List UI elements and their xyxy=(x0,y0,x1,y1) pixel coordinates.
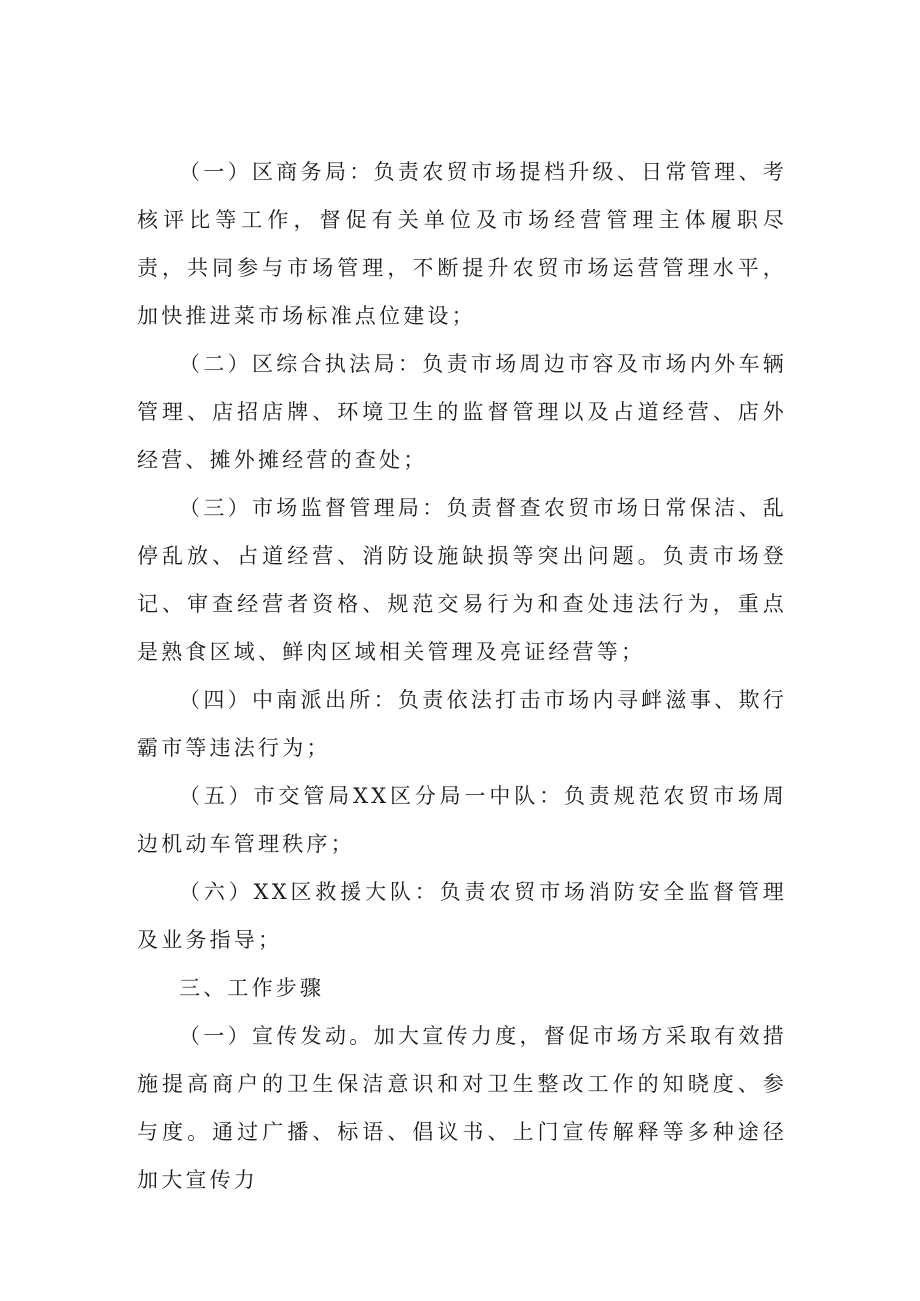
paragraph-commerce-bureau: （一）区商务局：负责农贸市场提档升级、日常管理、考核评比等工作，督促有关单位及市场经营管理主体履职尽责，共同参与市场管理，不断提升农贸市场运营管理水平，加快推进菜市场标准点位建设； xyxy=(137,160,787,328)
paragraph-police-station: （四）中南派出所：负责依法打击市场内寻衅滋事、欺行霸市等违法行为； xyxy=(137,688,787,760)
paragraph-publicity-mobilization: （一）宣传发动。加大宣传力度，督促市场方采取有效措施提高商户的卫生保洁意识和对卫生整改工作的知晓度、参与度。通过广播、标语、倡议书、上门宣传解释等多种途径加大宣传力 xyxy=(137,1024,787,1192)
paragraph-rescue-brigade: （六）XX区救援大队：负责农贸市场消防安全监督管理及业务指导； xyxy=(137,880,787,952)
paragraph-law-enforcement-bureau: （二）区综合执法局：负责市场周边市容及市场内外车辆管理、店招店牌、环境卫生的监督管理以及占道经营、店外经营、摊外摊经营的查处； xyxy=(137,352,787,472)
section-heading-work-steps: 三、工作步骤 xyxy=(179,976,325,1000)
paragraph-traffic-squadron: （五）市交管局XX区分局一中队：负责规范农贸市场周边机动车管理秩序； xyxy=(137,784,787,856)
document-body xyxy=(137,148,787,1204)
paragraph-market-supervision-bureau: （三）市场监督管理局：负责督查农贸市场日常保洁、乱停乱放、占道经营、消防设施缺损等突出问题。负责市场登记、审查经营者资格、规范交易行为和查处违法行为，重点是熟食区域、鲜肉区域相关管理及亮证经营等； xyxy=(137,496,787,664)
